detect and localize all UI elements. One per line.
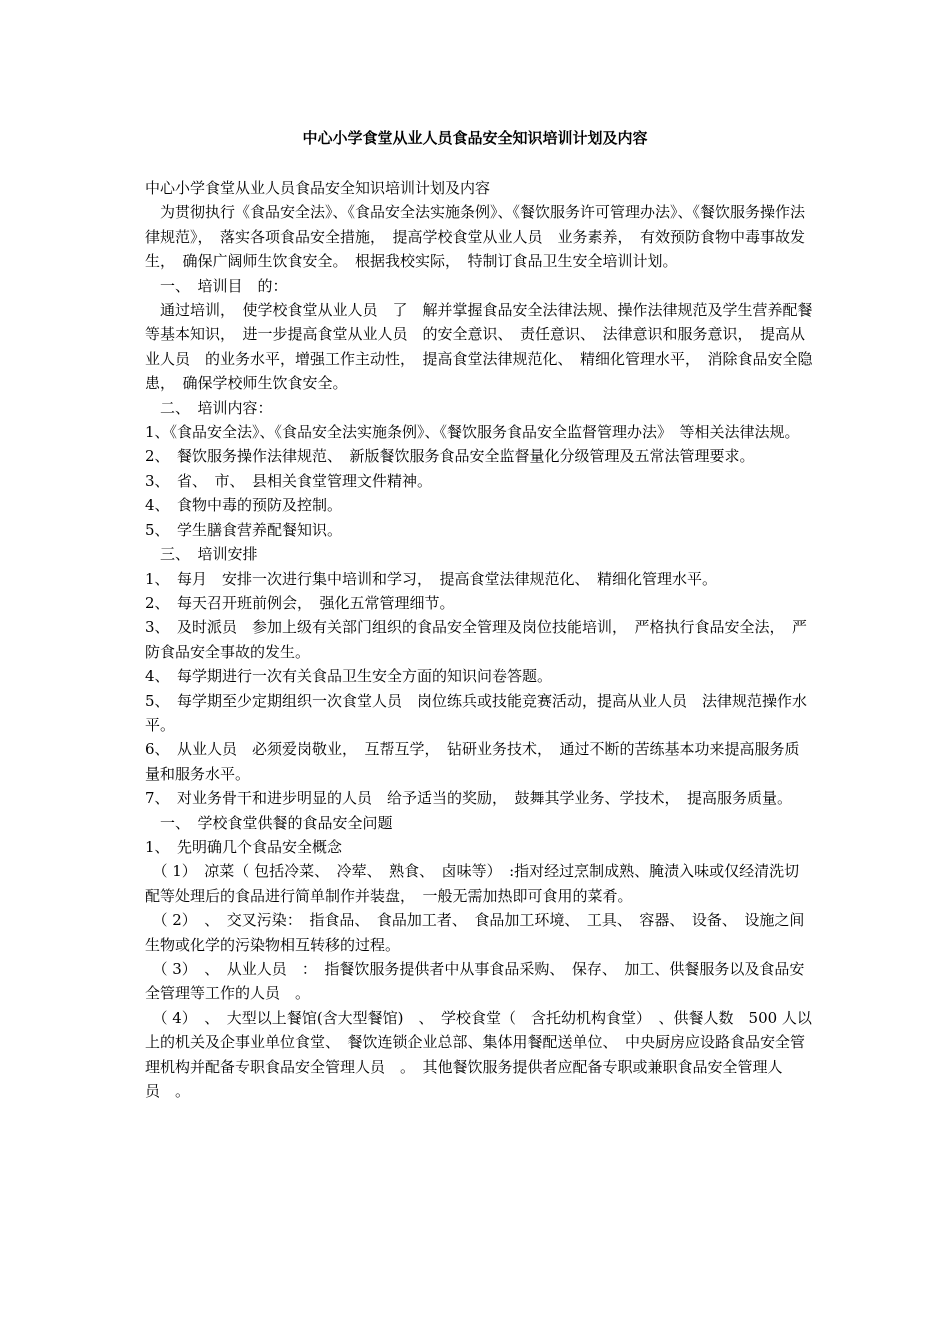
list-item: 2、 每天召开班前例会， 强化五常管理细节。 bbox=[145, 593, 455, 612]
definition-item: （ 1） 凉菜（ 包括冷菜、 冷荤、 熟食、 卤味等） :指对经过烹制成熟、腌渍入味或仅经清洗切配等处理后的食品进行简单制作并装盘， 一般无需加热即可食用的菜肴。 bbox=[145, 862, 800, 905]
list-item: 5、 学生膳食营养配餐知识。 bbox=[145, 520, 343, 539]
section-heading: 二、 培训内容： bbox=[145, 398, 273, 417]
list-item: 1、 先明确几个食品安全概念 bbox=[145, 837, 343, 856]
list-item: 3、 及时派员 参加上级有关部门组织的食品安全管理及岗位技能培训， 严格执行食品安全法， 严防食品安全事故的发生。 bbox=[145, 618, 808, 661]
list-item: 1、《食品安全法》、《食品安全法实施条例》、《餐饮服务食品安全监督管理办法》 等相关法律法规。 bbox=[145, 423, 800, 442]
list-item: 2、 餐饮服务操作法律规范、 新版餐饮服务食品安全监督量化分级管理及五常法管理要求。 bbox=[145, 447, 755, 466]
paragraph: 通过培训， 使学校食堂从业人员 了 解并掌握食品安全法律法规、操作法律规范及学生营养配餐等基本知识， 进一步提高食堂从业人员 的安全意识、 责任意识、 法律意识和服务意识， 提高从业人员 的业务水平，增强工作主动性， 提高食堂法律规范化、 精细化管理水平， 消除食品安全隐患， 确保学校师生饮食安全。 bbox=[145, 301, 813, 393]
list-item: 6、 从业人员 必须爱岗敬业， 互帮互学， 钻研业务技术， 通过不断的苦练基本功来提高服务质量和服务水平。 bbox=[145, 740, 800, 783]
section-heading: 一、 培训目 的： bbox=[145, 276, 288, 295]
document-title: 中心小学食堂从业人员食品安全知识培训计划及内容 bbox=[302, 129, 648, 147]
list-item: 4、 食物中毒的预防及控制。 bbox=[145, 496, 343, 515]
paragraph: 为贯彻执行《食品安全法》、《食品安全法实施条例》、《餐饮服务许可管理办法》、《餐饮服务操作法律规范》， 落实各项食品安全措施， 提高学校食堂从业人员 业务素养， 有效预防食物中毒事故发生， 确保广阔师生饮食安全。 根据我校实际， 特制订食品卫生安全培训计划。 bbox=[145, 203, 806, 271]
list-item: 7、 对业务骨干和进步明显的人员 给予适当的奖励， 鼓舞其学业务、学技术， 提高服务质量。 bbox=[145, 789, 793, 808]
list-item: 4、 每学期进行一次有关食品卫生安全方面的知识问卷答题。 bbox=[145, 667, 553, 686]
paragraph: 中心小学食堂从业人员食品安全知识培训计划及内容 bbox=[145, 179, 491, 197]
list-item: 1、 每月 安排一次进行集中培训和学习， 提高食堂法律规范化、 精细化管理水平。 bbox=[145, 569, 718, 588]
section-heading: 三、 培训安排 bbox=[145, 545, 258, 564]
list-item: 5、 每学期至少定期组织一次食堂人员 岗位练兵或技能竞赛活动，提高从业人员 法律规范操作水平。 bbox=[145, 691, 808, 734]
definition-item: （ 3） 、 从业人员 ： 指餐饮服务提供者中从事食品采购、 保存、 加工、供餐服务以及食品安全管理等工作的人员 。 bbox=[145, 960, 805, 1003]
definition-item: （ 2） 、 交叉污染： 指食品、 食品加工者、 食品加工环境、 工具、 容器、 设备、 设施之间生物或化学的污染物相互转移的过程。 bbox=[145, 911, 805, 954]
definition-item: （ 4） 、 大型以上餐馆(含大型餐馆) 、 学校食堂（ 含托幼机构食堂） 、供餐人数 500 人以上的机关及企事业单位食堂、 餐饮连锁企业总部、集体用餐配送单位、 中央厨房应设路食品安全管理机构并配备专职食品安全管理人员 。 其他餐饮服务提供者应配备专职或兼职食品安全管理人员 。 bbox=[145, 1008, 812, 1101]
section-heading: 一、 学校食堂供餐的食品安全问题 bbox=[145, 813, 393, 832]
document-body bbox=[145, 176, 813, 1103]
list-item: 3、 省、 市、 县相关食堂管理文件精神。 bbox=[145, 471, 433, 490]
